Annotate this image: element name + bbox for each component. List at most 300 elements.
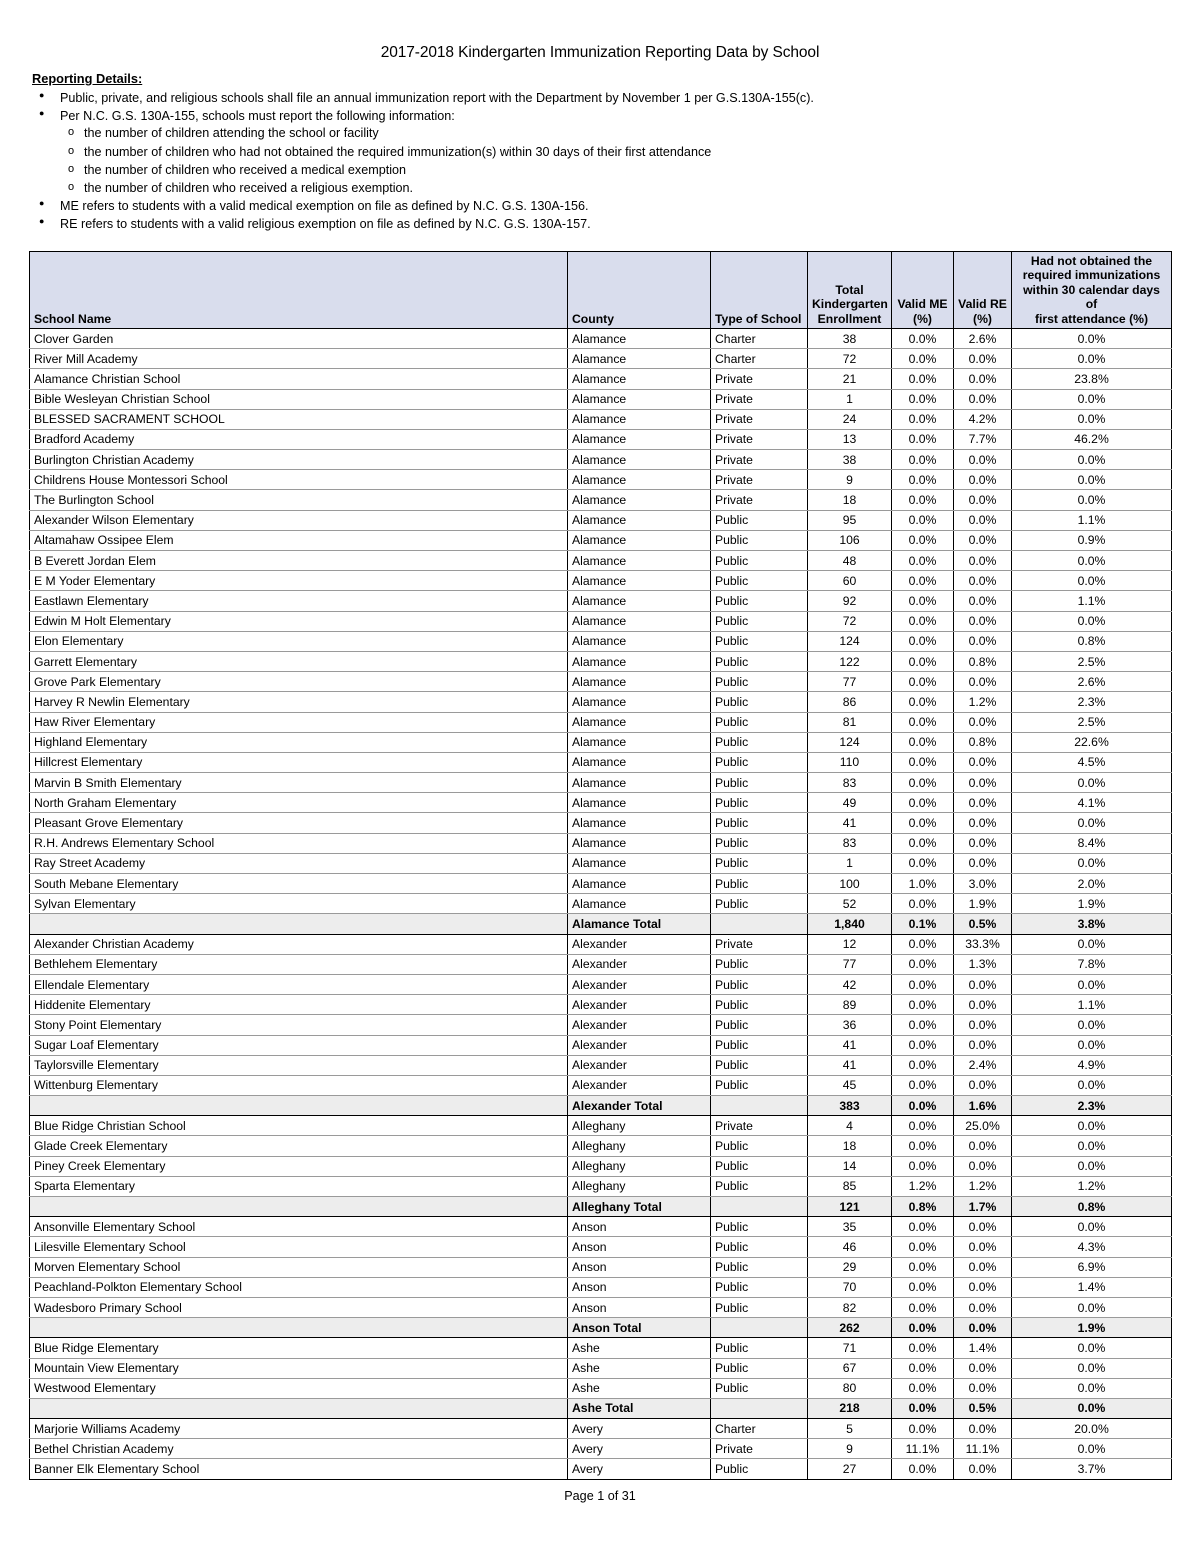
cell-not-obtained: 1.9% [1012,894,1172,914]
cell-county: Alexander Total [568,1096,711,1116]
cell-valid-me: 0.0% [892,1075,954,1095]
table-row [30,773,1172,793]
cell-total-enrollment: 110 [808,752,892,772]
cell-type-of-school: Public [711,571,808,591]
cell-county: Alamance [568,833,711,853]
cell-school-name: North Graham Elementary [30,793,568,813]
cell-total-enrollment: 83 [808,773,892,793]
cell-county: Alamance [568,793,711,813]
cell-valid-me: 0.0% [892,1257,954,1277]
cell-total-enrollment: 83 [808,833,892,853]
cell-valid-re: 1.7% [954,1197,1012,1217]
cell-not-obtained: 1.1% [1012,995,1172,1015]
cell-county: Alexander [568,1075,711,1095]
cell-total-enrollment: 35 [808,1217,892,1237]
cell-county: Alleghany [568,1156,711,1176]
cell-county: Alamance [568,510,711,530]
cell-valid-me: 0.0% [892,853,954,873]
cell-valid-me: 0.0% [892,833,954,853]
cell-total-enrollment: 27 [808,1459,892,1479]
cell-valid-me: 0.0% [892,1358,954,1378]
column-header-valid-re [954,252,1012,329]
cell-valid-re: 0.0% [954,1217,1012,1237]
cell-type-of-school: Public [711,995,808,1015]
reporting-sub-bullet-3-text: the number of children who received a medical exemption [84,162,407,177]
cell-valid-re: 0.0% [954,551,1012,571]
cell-not-obtained: 2.3% [1012,1096,1172,1116]
column-header-total-enrollment [808,252,892,329]
reporting-sub-bullet-1 [60,127,1200,140]
county-total-row [30,1318,1172,1338]
cell-total-enrollment: 92 [808,591,892,611]
cell-not-obtained: 1.9% [1012,1318,1172,1338]
table-row [30,995,1172,1015]
cell-county: Avery [568,1439,711,1459]
table-row [30,813,1172,833]
cell-valid-me: 0.0% [892,1297,954,1317]
cell-type-of-school: Charter [711,328,808,348]
table-row [30,349,1172,369]
cell-school-name [30,1096,568,1116]
cell-type-of-school [711,914,808,934]
cell-type-of-school: Public [711,510,808,530]
cell-valid-me: 0.0% [892,732,954,752]
cell-county: Anson [568,1277,711,1297]
cell-valid-re: 25.0% [954,1116,1012,1136]
cell-total-enrollment: 1,840 [808,914,892,934]
cell-school-name: Peachland-Polkton Elementary School [30,1277,568,1297]
cell-valid-me: 0.0% [892,510,954,530]
table-row [30,853,1172,873]
table-row [30,490,1172,510]
cell-county: Alamance [568,773,711,793]
cell-not-obtained: 0.0% [1012,1156,1172,1176]
cell-valid-me: 0.0% [892,692,954,712]
table-row [30,1035,1172,1055]
cell-type-of-school: Private [711,450,808,470]
table-row [30,1419,1172,1439]
cell-total-enrollment: 70 [808,1277,892,1297]
table-row [30,651,1172,671]
county-total-row [30,1398,1172,1418]
cell-total-enrollment: 124 [808,631,892,651]
cell-type-of-school: Public [711,692,808,712]
cell-type-of-school: Public [711,974,808,994]
cell-total-enrollment: 45 [808,1075,892,1095]
cell-not-obtained: 22.6% [1012,732,1172,752]
reporting-sub-bullet-2-text: the number of children who had not obtained the required immunization(s) within 30 days of their first attendance [84,144,712,159]
cell-total-enrollment: 41 [808,1035,892,1055]
cell-not-obtained: 0.0% [1012,1136,1172,1156]
cell-county: Alexander [568,974,711,994]
table-row [30,752,1172,772]
column-header-total-enrollment-line1: Total [835,282,864,297]
cell-type-of-school: Public [711,833,808,853]
cell-total-enrollment: 121 [808,1197,892,1217]
table-row [30,1237,1172,1257]
cell-county: Alamance [568,389,711,409]
reporting-sub-bullet-4 [60,182,1200,195]
cell-county: Alamance [568,631,711,651]
reporting-sub-bullet-4-text: the number of children who received a religious exemption. [84,180,414,195]
cell-total-enrollment: 89 [808,995,892,1015]
cell-type-of-school: Public [711,894,808,914]
cell-valid-re: 0.0% [954,389,1012,409]
cell-valid-me: 0.0% [892,389,954,409]
cell-total-enrollment: 42 [808,974,892,994]
cell-type-of-school: Private [711,1116,808,1136]
cell-valid-re: 11.1% [954,1439,1012,1459]
cell-not-obtained: 0.0% [1012,813,1172,833]
cell-type-of-school: Private [711,429,808,449]
cell-county: Alamance [568,712,711,732]
cell-total-enrollment: 38 [808,328,892,348]
cell-county: Alamance [568,672,711,692]
cell-school-name: Haw River Elementary [30,712,568,732]
cell-not-obtained: 0.0% [1012,1378,1172,1398]
cell-valid-re: 0.0% [954,349,1012,369]
cell-valid-me: 0.0% [892,1055,954,1075]
cell-not-obtained: 3.8% [1012,914,1172,934]
cell-total-enrollment: 49 [808,793,892,813]
table-row [30,530,1172,550]
cell-county: Alexander [568,934,711,954]
cell-type-of-school: Public [711,1035,808,1055]
table-row [30,1358,1172,1378]
cell-not-obtained: 0.0% [1012,389,1172,409]
page-footer: Page 1 of 31 [564,1489,636,1503]
cell-school-name: Burlington Christian Academy [30,450,568,470]
cell-not-obtained: 0.0% [1012,934,1172,954]
cell-not-obtained: 0.0% [1012,611,1172,631]
cell-school-name: Childrens House Montessori School [30,470,568,490]
cell-total-enrollment: 13 [808,429,892,449]
cell-not-obtained: 0.0% [1012,490,1172,510]
column-header-valid-me-line2: (%) [913,311,932,326]
cell-type-of-school: Public [711,1338,808,1358]
cell-school-name: Alexander Christian Academy [30,934,568,954]
column-header-school-name: School Name [30,252,568,329]
cell-county: Ashe Total [568,1398,711,1418]
cell-valid-re: 0.8% [954,651,1012,671]
reporting-bullet-1-text: Public, private, and religious schools shall file an annual immunization report with the Department by November 1 per G.S.130A-155(c). [60,90,814,105]
table-header [30,252,1172,329]
column-header-not-obtained-line4: first attendance (%) [1034,311,1149,326]
table-row [30,1459,1172,1479]
cell-not-obtained: 6.9% [1012,1257,1172,1277]
cell-valid-re: 0.0% [954,369,1012,389]
cell-total-enrollment: 12 [808,934,892,954]
table-row [30,1338,1172,1358]
cell-school-name: Elon Elementary [30,631,568,651]
table-row [30,1136,1172,1156]
cell-type-of-school: Private [711,490,808,510]
cell-school-name: Marvin B Smith Elementary [30,773,568,793]
table-row [30,1297,1172,1317]
cell-county: Anson [568,1257,711,1277]
cell-school-name: Westwood Elementary [30,1378,568,1398]
cell-not-obtained: 23.8% [1012,369,1172,389]
cell-school-name: Morven Elementary School [30,1257,568,1277]
cell-school-name: Clover Garden [30,328,568,348]
cell-valid-re: 0.8% [954,732,1012,752]
cell-total-enrollment: 1 [808,389,892,409]
cell-total-enrollment: 122 [808,651,892,671]
cell-valid-re: 0.0% [954,773,1012,793]
cell-county: Ashe [568,1338,711,1358]
cell-school-name: Sparta Elementary [30,1176,568,1196]
cell-valid-me: 0.0% [892,530,954,550]
table-row [30,934,1172,954]
cell-total-enrollment: 24 [808,409,892,429]
cell-valid-me: 0.0% [892,1217,954,1237]
column-header-valid-re-line2: (%) [973,311,992,326]
cell-valid-me: 0.0% [892,1015,954,1035]
cell-type-of-school: Public [711,1176,808,1196]
cell-county: Alexander [568,1015,711,1035]
cell-valid-re: 7.7% [954,429,1012,449]
cell-type-of-school: Public [711,732,808,752]
cell-valid-re: 0.0% [954,571,1012,591]
cell-valid-me: 0.0% [892,1156,954,1176]
cell-school-name: Blue Ridge Christian School [30,1116,568,1136]
cell-not-obtained: 0.0% [1012,551,1172,571]
cell-total-enrollment: 71 [808,1338,892,1358]
cell-total-enrollment: 124 [808,732,892,752]
cell-valid-me: 0.0% [892,752,954,772]
county-total-row [30,1096,1172,1116]
cell-valid-re: 0.0% [954,1318,1012,1338]
cell-county: Alleghany [568,1176,711,1196]
cell-not-obtained: 1.4% [1012,1277,1172,1297]
cell-total-enrollment: 218 [808,1398,892,1418]
column-header-county: County [568,252,711,329]
cell-not-obtained: 4.9% [1012,1055,1172,1075]
cell-total-enrollment: 95 [808,510,892,530]
cell-type-of-school: Public [711,651,808,671]
cell-valid-me: 0.0% [892,429,954,449]
cell-valid-me: 0.0% [892,369,954,389]
cell-type-of-school: Public [711,1156,808,1176]
table-row [30,1075,1172,1095]
cell-county: Alamance [568,611,711,631]
cell-school-name: Blue Ridge Elementary [30,1338,568,1358]
cell-school-name: Alamance Christian School [30,369,568,389]
cell-type-of-school: Public [711,1459,808,1479]
cell-valid-re: 0.0% [954,1297,1012,1317]
cell-not-obtained: 4.3% [1012,1237,1172,1257]
cell-county: Alleghany [568,1136,711,1156]
cell-valid-me: 0.0% [892,1277,954,1297]
cell-valid-me: 0.0% [892,1116,954,1136]
reporting-bullet-3-text: ME refers to students with a valid medical exemption on file as defined by N.C. G.S. 130A-156. [60,198,589,213]
cell-not-obtained: 0.0% [1012,974,1172,994]
cell-total-enrollment: 72 [808,611,892,631]
cell-not-obtained: 0.0% [1012,571,1172,591]
cell-total-enrollment: 60 [808,571,892,591]
cell-county: Alexander [568,995,711,1015]
table-row [30,409,1172,429]
table-row [30,369,1172,389]
cell-school-name: Alexander Wilson Elementary [30,510,568,530]
cell-not-obtained: 0.0% [1012,1035,1172,1055]
cell-total-enrollment: 52 [808,894,892,914]
cell-valid-me: 0.0% [892,631,954,651]
table-row [30,954,1172,974]
cell-school-name: Edwin M Holt Elementary [30,611,568,631]
cell-valid-re: 0.0% [954,510,1012,530]
table-row [30,450,1172,470]
cell-type-of-school: Public [711,1136,808,1156]
cell-valid-re: 0.0% [954,1075,1012,1095]
reporting-details-heading: Reporting Details: [32,71,143,86]
column-header-type-of-school: Type of School [711,252,808,329]
cell-type-of-school: Public [711,954,808,974]
cell-valid-re: 0.0% [954,853,1012,873]
cell-county: Alamance [568,328,711,348]
reporting-sub-bullet-3 [60,164,1200,177]
cell-county: Alamance [568,692,711,712]
cell-not-obtained: 20.0% [1012,1419,1172,1439]
cell-county: Alamance [568,732,711,752]
cell-not-obtained: 2.5% [1012,651,1172,671]
cell-type-of-school: Public [711,631,808,651]
cell-valid-me: 0.0% [892,409,954,429]
cell-valid-re: 0.0% [954,1378,1012,1398]
cell-school-name: Stony Point Elementary [30,1015,568,1035]
cell-type-of-school [711,1197,808,1217]
cell-total-enrollment: 38 [808,450,892,470]
cell-county: Alamance [568,853,711,873]
cell-total-enrollment: 262 [808,1318,892,1338]
cell-valid-me: 0.0% [892,672,954,692]
cell-not-obtained: 1.1% [1012,591,1172,611]
cell-county: Avery [568,1459,711,1479]
column-header-not-obtained [1012,252,1172,329]
table-row [30,611,1172,631]
cell-type-of-school: Charter [711,1419,808,1439]
table-header-row [30,252,1172,329]
column-header-valid-re-line1: Valid RE [958,297,1007,312]
cell-valid-me: 0.0% [892,349,954,369]
cell-valid-re: 33.3% [954,934,1012,954]
reporting-sub-bullet-2 [60,146,1200,159]
cell-county: Alamance [568,752,711,772]
cell-valid-re: 2.6% [954,328,1012,348]
cell-type-of-school: Private [711,470,808,490]
cell-valid-me: 0.0% [892,328,954,348]
cell-type-of-school: Public [711,1237,808,1257]
cell-valid-re: 0.0% [954,611,1012,631]
cell-county: Alleghany Total [568,1197,711,1217]
cell-school-name: Lilesville Elementary School [30,1237,568,1257]
cell-not-obtained: 1.2% [1012,1176,1172,1196]
cell-county: Anson Total [568,1318,711,1338]
cell-county: Alamance [568,429,711,449]
cell-type-of-school: Charter [711,349,808,369]
cell-school-name: Garrett Elementary [30,651,568,671]
cell-type-of-school [711,1398,808,1418]
column-header-total-enrollment-line3: Enrollment [817,311,882,326]
cell-not-obtained: 8.4% [1012,833,1172,853]
cell-school-name: Wittenburg Elementary [30,1075,568,1095]
cell-not-obtained: 2.0% [1012,874,1172,894]
cell-county: Alexander [568,1055,711,1075]
cell-school-name: Bethlehem Elementary [30,954,568,974]
cell-valid-re: 0.0% [954,974,1012,994]
column-header-not-obtained-line2: required immunizations [1022,268,1161,283]
cell-school-name: Altamahaw Ossipee Elem [30,530,568,550]
cell-not-obtained: 2.5% [1012,712,1172,732]
cell-valid-re: 0.0% [954,591,1012,611]
cell-valid-me: 0.0% [892,793,954,813]
cell-total-enrollment: 72 [808,349,892,369]
cell-valid-re: 3.0% [954,874,1012,894]
cell-county: Alamance Total [568,914,711,934]
cell-valid-me: 0.0% [892,954,954,974]
cell-type-of-school: Public [711,793,808,813]
table-row [30,1217,1172,1237]
cell-county: Alamance [568,651,711,671]
cell-type-of-school: Public [711,1075,808,1095]
cell-not-obtained: 46.2% [1012,429,1172,449]
cell-total-enrollment: 77 [808,672,892,692]
cell-school-name: Hiddenite Elementary [30,995,568,1015]
cell-valid-me: 11.1% [892,1439,954,1459]
cell-school-name: Sylvan Elementary [30,894,568,914]
cell-valid-re: 0.0% [954,1156,1012,1176]
cell-not-obtained: 0.8% [1012,1197,1172,1217]
table-row [30,732,1172,752]
cell-valid-me: 0.0% [892,974,954,994]
cell-valid-re: 1.9% [954,894,1012,914]
cell-total-enrollment: 67 [808,1358,892,1378]
table-row [30,1378,1172,1398]
table-row [30,692,1172,712]
cell-valid-me: 0.0% [892,1398,954,1418]
cell-type-of-school: Public [711,853,808,873]
cell-total-enrollment: 100 [808,874,892,894]
cell-total-enrollment: 82 [808,1297,892,1317]
table-row [30,672,1172,692]
cell-school-name: Banner Elk Elementary School [30,1459,568,1479]
cell-school-name: Glade Creek Elementary [30,1136,568,1156]
cell-total-enrollment: 9 [808,470,892,490]
cell-valid-re: 0.0% [954,712,1012,732]
table-row [30,712,1172,732]
table-row [30,1277,1172,1297]
cell-total-enrollment: 18 [808,490,892,510]
column-header-not-obtained-line3: within 30 calendar days of [1023,282,1160,312]
cell-type-of-school: Public [711,672,808,692]
cell-type-of-school: Public [711,1277,808,1297]
immunization-data-table-wrapper [29,251,1171,1480]
reporting-bullet-1 [32,92,1200,105]
reporting-bullet-3 [32,200,1200,213]
cell-not-obtained: 0.0% [1012,1075,1172,1095]
cell-not-obtained: 1.1% [1012,510,1172,530]
cell-school-name: Grove Park Elementary [30,672,568,692]
cell-total-enrollment: 29 [808,1257,892,1277]
cell-county: Avery [568,1419,711,1439]
cell-not-obtained: 0.0% [1012,1015,1172,1035]
cell-school-name [30,914,568,934]
cell-valid-me: 0.0% [892,1237,954,1257]
cell-not-obtained: 0.0% [1012,1338,1172,1358]
cell-total-enrollment: 46 [808,1237,892,1257]
cell-type-of-school: Public [711,1358,808,1378]
cell-total-enrollment: 86 [808,692,892,712]
